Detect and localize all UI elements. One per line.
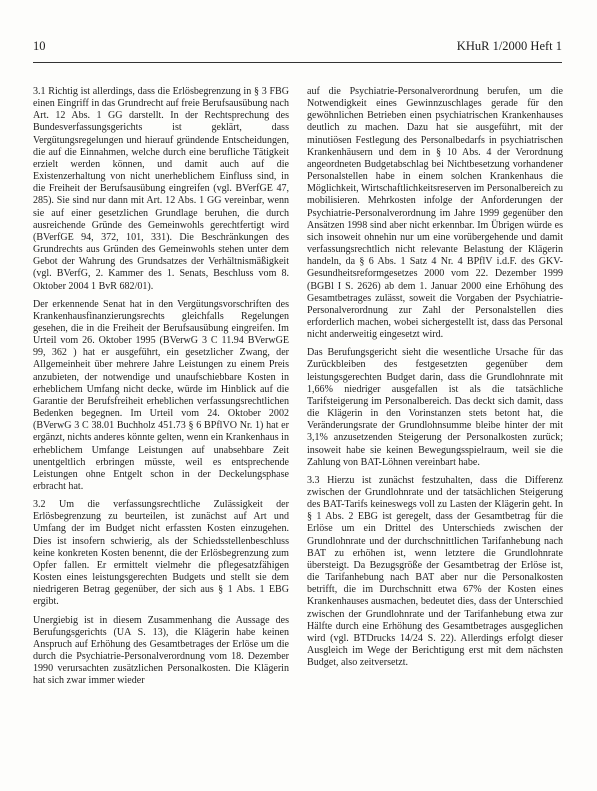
left-column bbox=[33, 86, 289, 786]
paragraph-3-1: 3.1 Richtig ist allerdings, dass die Erlösbegrenzung in § 3 FBG einen Eingriff in das Grundrecht auf freie Berufsausübung nach Art. 12 Abs. 1 GG darstellt. In der Rechtsprechung des Bundesverfassungsgerichts ist geklärt, dass Vergütungsregelungen und hierauf gründende Entscheidungen, die auf die Einnahmen, welche durch eine berufliche Tätigkeit erzielt werden können, und damit auch auf die Existenzerhaltung von nicht unerheblichem Einfluss sind, in die Freiheit der Berufsausübung eingreifen (vgl. BVerfGE 47, 285). Sie sind nur dann mit Art. 12 Abs. 1 GG vereinbar, wenn sie auf einer gesetzlichen Grundlage beruhen, die durch ausreichende Gründe des Gemeinwohls gerechtfertigt wird (BVerfGE 94, 372, 101, 331). Die Beschränkungen des Grundrechts aus Gründen des Gemeinwohls stehen unter dem Gebot der Wahrung des Grundsatzes der Verhältnismäßigkeit (vgl. BVerfG, 2. Kammer des 1. Senats, Beschluss vom 8. Oktober 2004 1 BvR 682/01). bbox=[33, 86, 289, 292]
header-rule bbox=[33, 62, 562, 63]
paragraph-senate: Der erkennende Senat hat in den Vergütungsvorschriften des Krankenhausfinanzierungsrechts gleichfalls Regelungen gesehen, die in die Freiheit der Berufsausübung eingreifen. Im Urteil vom 26. Oktober 1995 (BVerwG 3 C 11.94 BVerwGE 99, 362 ) hat er ausgeführt, ein gesetzlicher Zwang, der Allgemeinheit über mehrere Jahre Leistungen zu einem Preis anzubieten, der notwendige und unaufschiebbare Kosten in erheblichem Umfang nicht decke, würde im Hinblick auf die Garantie der Berufsfreiheit erheblichen verfassungsrechtlichen Bedenken begegnen. Im Urteil vom 24. Oktober 2002 (BVerwG 3 C 38.01 Buchholz 451.73 § 6 BPflVO Nr. 1) hat er ergänzt, nichts anderes könnte gelten, wenn ein Krankenhaus in erheblichem Umfange Leistungen auf unabsehbare Zeit unentgeltlich erbringen müsste, weil es entsprechende Leistungen ohne Entgelt schon in der Deckelungsphase erbracht hat. bbox=[33, 298, 289, 492]
right-column bbox=[307, 86, 563, 786]
journal-title: KHuR 1/2000 Heft 1 bbox=[456, 39, 562, 53]
text-columns bbox=[33, 86, 563, 786]
paragraph-3-2: 3.2 Um die verfassungsrechtliche Zulässigkeit der Erlösbegrenzung zu beurteilen, ist zunächst auf Art und Umfang der im Budget nicht erfassten Kosten einzugehen. Dies ist insofern schwierig, als der Schiedsstellenbeschluss keine konkreten Kosten benennt, die der Erlösbegrenzung zum Opfer fallen. Er ermittelt vielmehr die pflegesatzfähigen Kosten eines leistungsgerechten Budgets und stellt sie dem niedrigeren Betrag gegenüber, der sich aus § 1 Abs. 1 EBG ergibt. bbox=[33, 499, 289, 608]
paragraph-3-3: 3.3 Hierzu ist zunächst festzuhalten, dass die Differenz zwischen der Grundlohnrate und der tatsächlichen Steigerung des BAT-Tarifs keineswegs voll zu Lasten der Klägerin geht. In § 1 Abs. 2 EBG ist geregelt, dass der Gesamtbetrag für die Erlöse um ein Drittel des Unterschieds zwischen der Grundlohnrate und der durchschnittlichen Tarifanhebung nach BAT zu erhöhen ist, wenn letztere die Grundlohnrate übersteigt. Da Bezugsgröße der Gesamtbetrag der Erlöse ist, die Tarifanhebung nach BAT aber nur die Personalkosten betrifft, die im Durchschnitt etwa 67% der Kosten eines Krankenhauses ausmachen, bedeutet dies, dass der Unterschied zwischen der Grundlohnrate und der Tarifanhebung etwa zur Hälfte durch eine Erhöhung des Gesamtbetrages ausgeglichen wird (vgl. BTDrucks 14/24 S. 22). Allerdings erfolgt dieser Ausgleich im Wege der Berichtigung erst mit dem nächsten Budget, also zeitversetzt. bbox=[307, 474, 563, 669]
running-header bbox=[33, 38, 562, 54]
page-number: 10 bbox=[33, 39, 46, 53]
paragraph-unergiebig: Unergiebig ist in diesem Zusammenhang die Aussage des Berufungsgerichts (UA S. 13), die Klägerin habe keinen Anspruch auf Erhöhung des Gesamtbetrages der Erlöse um die durch die Psychiatrie-Personalverordnung vom 18. Dezember 1990 verursachten zusätzlichen Personalkosten. Die Klägerin hat sich zwar immer wieder bbox=[33, 614, 289, 687]
paragraph-psychiatrie: auf die Psychiatrie-Personalverordnung berufen, um die Notwendigkeit eines Gewinnzuschlages gerade für den gewöhnlichen Betrieben einen psychiatrischen Krankenhauses deutlich zu machen. Dazu hat sie ausgeführt, mit der minutiösen Festlegung des Personalbedarfs in psychiatrischen Krankenhäusern und dem in § 10 Abs. 4 der Verordnung angeordneten Budgetabschlag bei Nichtbesetzung vorhandener Personalstellen habe in einem solchen Krankenhaus die Möglichkeit, Wirtschaftlichkeitsreserven im Personalbereich zu mobilisieren. Mehrkosten infolge der Anforderungen der Psychiatrie-Personalverordnung im Jahre 1999 gegenüber den Ansätzen 1998 sind aber nicht erkennbar. Im Übrigen würde es sich insoweit ohnehin nur um eine vorübergehende und damit verfassungsrechtlich nicht relevante Belastung der Klägerin handeln, da § 6 Abs. 1 Satz 4 Nr. 4 BPflV i.d.F. des GKV-Gesundheitsreformgesetzes 2000 vom 22. Dezember 1999 (BGBl I S. 2626) ab dem 1. Januar 2000 eine Erhöhung des Gesamtbetrages zulässt, soweit die Vorgaben der Psychiatrie-Personalverordnung zur Zahl der Personalstellen dies erforderlich machen, wobei sichergestellt ist, dass das Personal nicht anderweitig eingesetzt wird. bbox=[307, 86, 563, 341]
paragraph-berufungsgericht: Das Berufungsgericht sieht die wesentliche Ursache für das Zurückbleiben des festgesetzten gegenüber dem leistungsgerechten Budget darin, dass die Grundlohnrate mit 1,66% niedriger ausgefallen ist als die tatsächliche Tarifsteigerung im Personalbereich. Das deckt sich damit, dass die Klägerin in den Vorinstanzen stets betont hat, die Veränderungsrate der Grundlohnsumme bleibe hinter der mit 3,1% anzusetzenden Steigerung der Personalkosten zurück; insoweit habe sie keinen Bewegungsspielraum, weil sie die Zahlung von BAT-Löhnen vereinbart habe. bbox=[307, 347, 563, 468]
